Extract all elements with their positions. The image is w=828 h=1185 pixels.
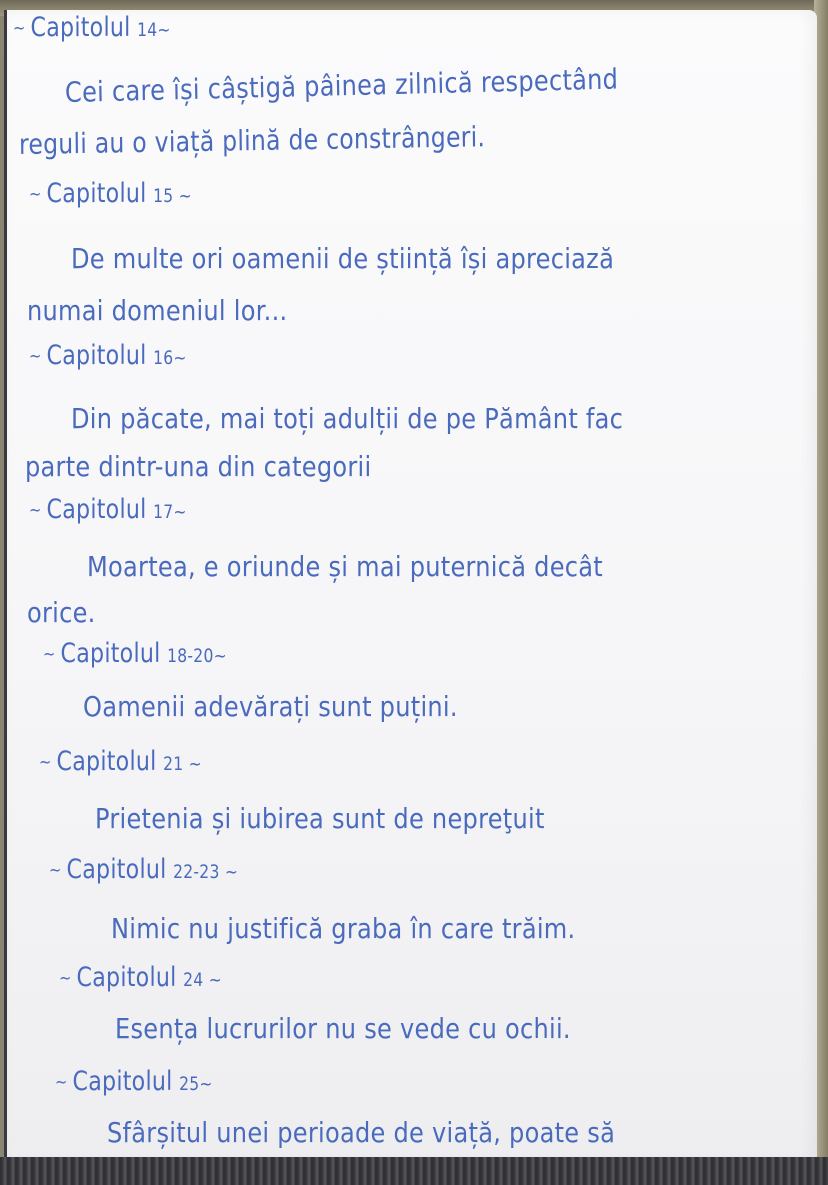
chapter-15-line-2: numai domeniul lor... xyxy=(27,294,288,327)
background-surface-bottom xyxy=(0,1157,828,1185)
chapter-label: Capitolul xyxy=(46,340,147,371)
chapter-14-line-2: reguli au o viață plină de constrângeri. xyxy=(18,120,486,161)
notebook-page xyxy=(4,10,817,1162)
tilde-marker-icon: ~ xyxy=(29,500,42,521)
chapter-heading-22-23 xyxy=(49,854,238,885)
tilde-marker-icon: ~ xyxy=(55,1072,68,1093)
chapter-heading-21 xyxy=(39,746,202,777)
chapter-number: 14~ xyxy=(137,19,171,41)
chapter-number: 18-20~ xyxy=(167,645,227,667)
chapter-heading-25 xyxy=(55,1066,213,1097)
chapter-number: 22-23 ~ xyxy=(173,861,239,883)
chapter-22-23-line-1: Nimic nu justifică graba în care trăim. xyxy=(111,912,576,945)
chapter-label: Capitolul xyxy=(46,178,147,209)
chapter-18-20-line-1: Oamenii adevărați sunt puțini. xyxy=(83,690,458,723)
tilde-marker-icon: ~ xyxy=(49,860,62,881)
chapter-number: 16~ xyxy=(153,347,187,369)
chapter-25-line-1: Sfârșitul unei perioade de viață, poate să xyxy=(107,1116,616,1149)
chapter-17-line-1: Moartea, e oriunde și mai puternică decât xyxy=(87,550,603,583)
chapter-label: Capitolul xyxy=(66,854,167,885)
chapter-heading-16 xyxy=(29,340,187,371)
chapter-number: 24 ~ xyxy=(183,969,222,991)
tilde-marker-icon: ~ xyxy=(43,644,56,665)
tilde-marker-icon: ~ xyxy=(39,752,52,773)
chapter-heading-17 xyxy=(29,494,187,525)
chapter-number: 25~ xyxy=(179,1073,213,1095)
chapter-16-line-1: Din păcate, mai toți adulții de pe Pământ fac xyxy=(71,402,624,435)
chapter-heading-18-20 xyxy=(43,638,227,669)
chapter-label: Capitolul xyxy=(30,12,131,43)
chapter-15-line-1: De multe ori oamenii de știință își apreciază xyxy=(71,242,615,275)
chapter-label: Capitolul xyxy=(56,746,157,777)
chapter-heading-15 xyxy=(29,178,192,209)
tilde-marker-icon: ~ xyxy=(29,346,42,367)
chapter-24-line-1: Esența lucrurilor nu se vede cu ochii. xyxy=(115,1012,571,1045)
chapter-number: 17~ xyxy=(153,501,187,523)
chapter-number: 15 ~ xyxy=(153,185,192,207)
chapter-label: Capitolul xyxy=(60,638,161,669)
chapter-14-line-1: Cei care își câștigă pâinea zilnică respectând xyxy=(64,62,619,109)
chapter-label: Capitolul xyxy=(76,962,177,993)
tilde-marker-icon: ~ xyxy=(13,18,26,39)
tilde-marker-icon: ~ xyxy=(29,184,42,205)
chapter-heading-14 xyxy=(13,12,171,43)
chapter-number: 21 ~ xyxy=(163,753,202,775)
chapter-21-line-1: Prietenia și iubirea sunt de nepreţuit xyxy=(95,802,545,835)
chapter-label: Capitolul xyxy=(46,494,147,525)
chapter-16-line-2: parte dintr-una din categorii xyxy=(25,450,372,483)
chapter-heading-24 xyxy=(59,962,222,993)
chapter-17-line-2: orice. xyxy=(27,596,96,629)
tilde-marker-icon: ~ xyxy=(59,968,72,989)
chapter-label: Capitolul xyxy=(72,1066,173,1097)
